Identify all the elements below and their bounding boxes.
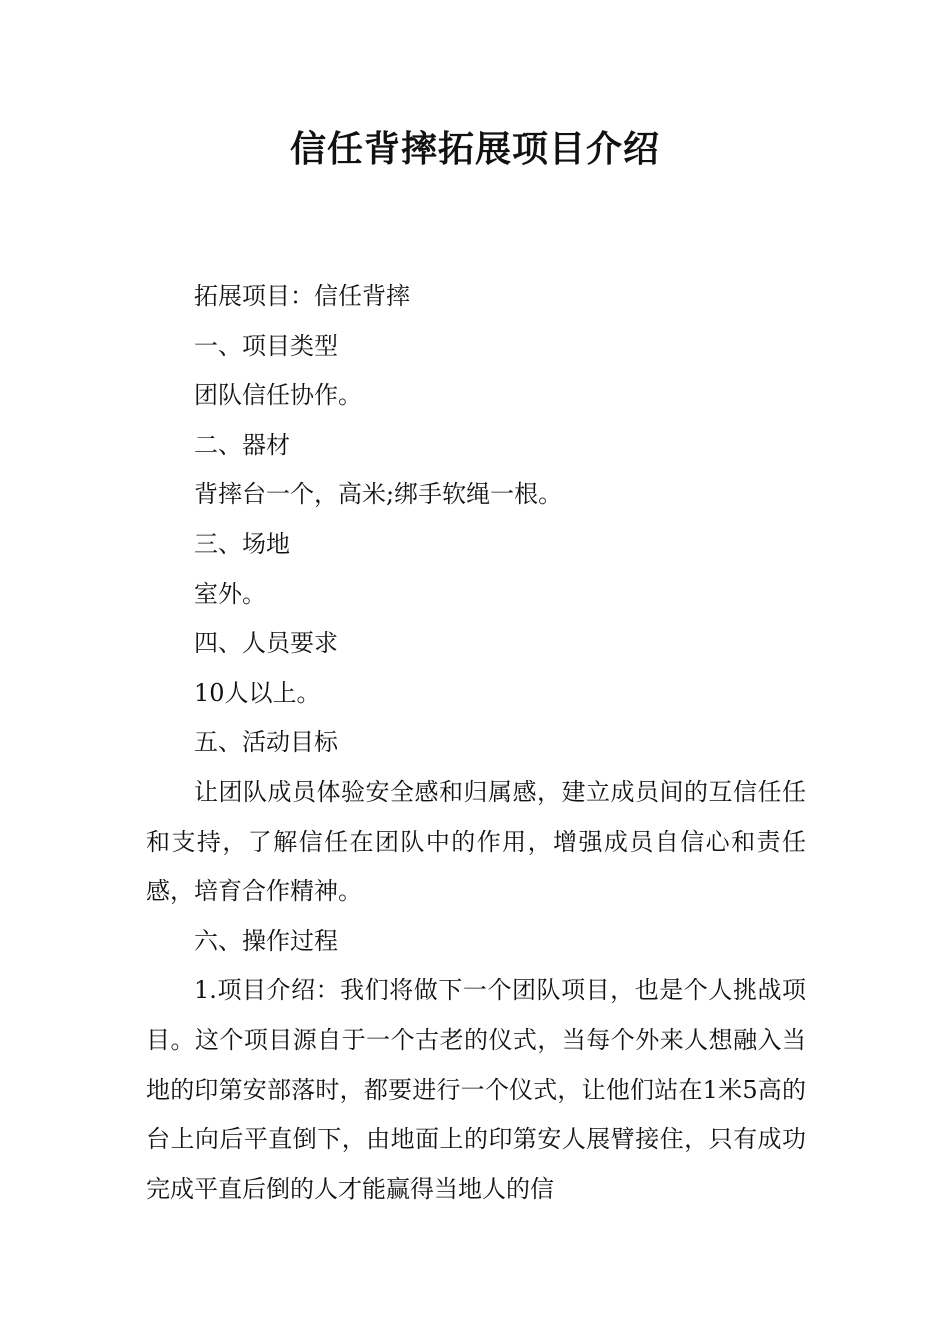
paragraph-personnel: 10人以上。 xyxy=(194,678,321,707)
heading-goals: 五、活动目标 xyxy=(194,728,338,757)
heading-project-type: 一、项目类型 xyxy=(194,331,338,360)
paragraph-venue: 室外。 xyxy=(194,579,266,608)
paragraph-project-type: 团队信任协作。 xyxy=(194,381,362,410)
document-body xyxy=(146,272,806,1214)
heading-procedure: 六、操作过程 xyxy=(194,926,338,955)
heading-personnel: 四、人员要求 xyxy=(194,629,338,658)
heading-equipment: 二、器材 xyxy=(194,430,290,459)
heading-venue: 三、场地 xyxy=(194,529,290,558)
paragraph-procedure-intro: 1.项目介绍：我们将做下一个团队项目，也是个人挑战项目。这个项目源自于一个古老的仪式，当每个外来人想融入当地的印第安部落时，都要进行一个仪式，让他们站在1米5高的台上向后平直倒下，由地面上的印第安人展臂接住，只有成功完成平直后倒的人才能赢得当地人的信 xyxy=(146,976,806,1203)
paragraph-goals: 让团队成员体验安全感和归属感，建立成员间的互信任任和支持，了解信任在团队中的作用，增强成员自信心和责任感，培育合作精神。 xyxy=(146,777,806,906)
document-title: 信任背摔拓展项目介绍 xyxy=(289,129,660,170)
paragraph-equipment: 背摔台一个，高米;绑手软绳一根。 xyxy=(194,480,563,509)
paragraph-project-name: 拓展项目：信任背摔 xyxy=(194,282,410,310)
